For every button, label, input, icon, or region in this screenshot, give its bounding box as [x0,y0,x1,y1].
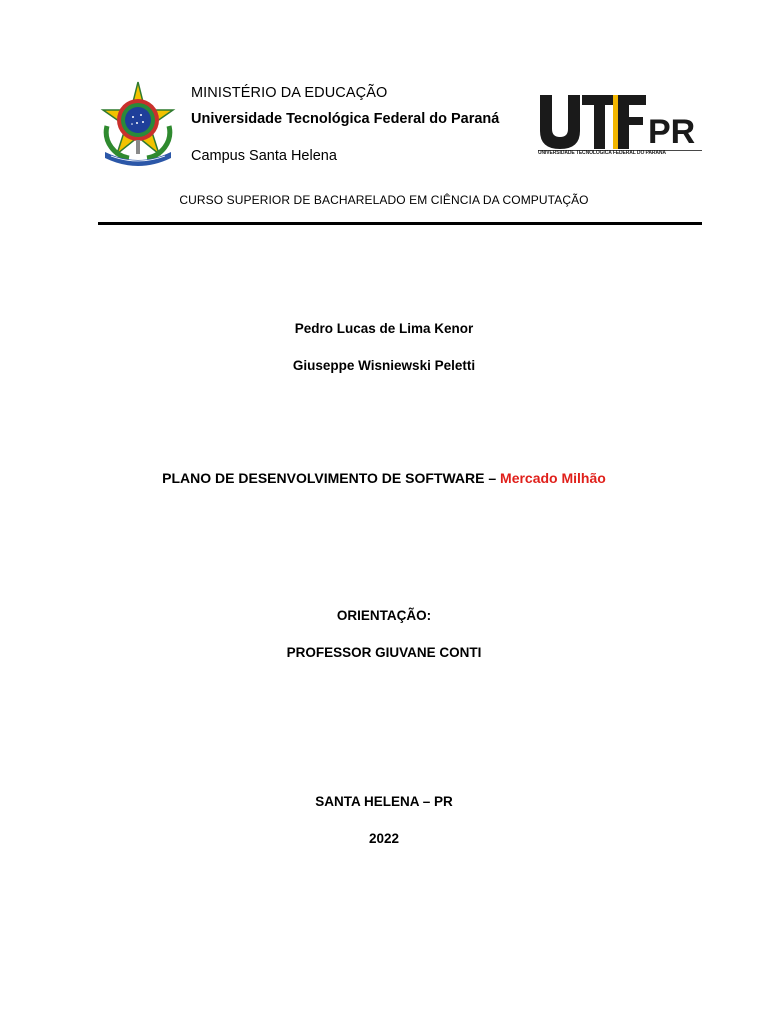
author-name: Pedro Lucas de Lima Kenor [294,321,474,336]
header-divider [98,222,702,225]
document-title [0,470,768,486]
title-project-name: Mercado Milhão [500,470,606,486]
author-name: Giuseppe Wisniewski Peletti [292,358,476,373]
title-main: PLANO DE DESENVOLVIMENTO DE SOFTWARE – [162,470,501,486]
brazil-coat-of-arms-icon [97,80,179,166]
ministry-name: MINISTÉRIO DA EDUCAÇÃO [191,85,388,101]
advisor-name: PROFESSOR GIUVANE CONTI [286,645,482,660]
campus-name: Campus Santa Helena [191,148,337,164]
advisor-label: ORIENTAÇÃO: [336,608,432,623]
university-name: Universidade Tecnológica Federal do Paraná [191,111,500,127]
svg-text:PR: PR [648,113,696,151]
logo-tagline: UNIVERSIDADE TECNOLÓGICA FEDERAL DO PARANÁ [538,150,666,156]
course-name: CURSO SUPERIOR DE BACHARELADO EM CIÊNCIA DA COMPUTAÇÃO [179,193,589,207]
year: 2022 [368,831,400,846]
location: SANTA HELENA – PR [315,794,453,809]
utfpr-logo [536,93,704,155]
